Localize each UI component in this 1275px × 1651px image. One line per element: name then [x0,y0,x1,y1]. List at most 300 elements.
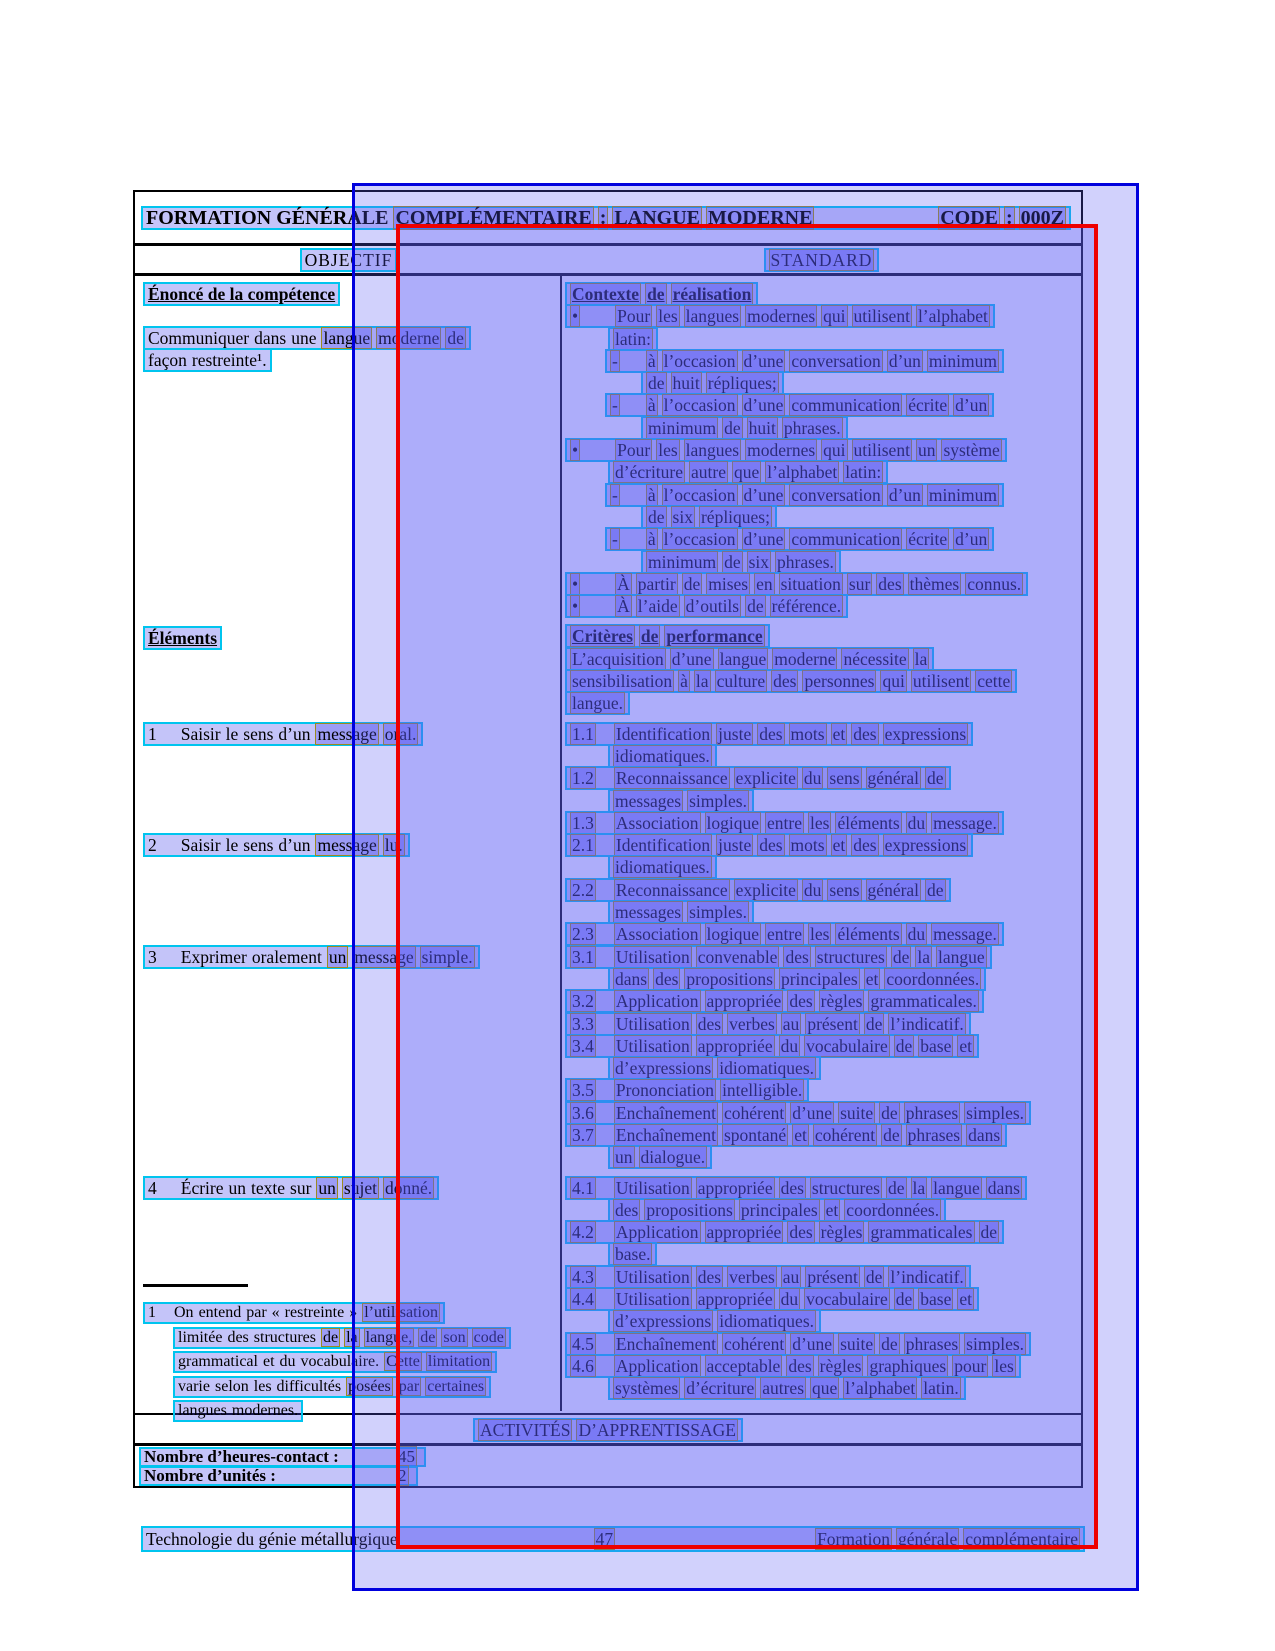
context-subitem-line [605,527,1081,549]
ocr-word: vocabulaire [806,1289,888,1310]
ocr-word: pour [954,1355,987,1376]
ocr-word: de [892,946,910,967]
criterion-number: 1.1 [572,723,594,744]
criterion-line [608,744,1081,766]
page-footer [141,1526,1085,1552]
ocr-word: Application [615,1355,699,1376]
ocr-line-box [139,1447,426,1467]
criterion-line [565,1176,1081,1198]
context-subitem-line [605,349,1081,371]
objectif-column [135,276,562,1420]
ocr-word: Exprimer [180,947,247,967]
ocr-word: du [907,924,926,945]
ocr-word: des [759,723,783,744]
ocr-line-box [565,624,770,648]
ocr-word: Cette [386,1353,420,1371]
ocr-word: entre [767,812,802,833]
ocr-word: structures [253,1328,316,1346]
ocr-line-box [565,833,973,857]
ocr-word: mises [708,573,749,594]
activites-section [133,1415,1083,1488]
ocr-word: latin: [845,462,882,483]
criterion-line [565,989,1081,1011]
ocr-word: d’expressions [615,1058,712,1079]
ocr-word: de [865,1266,883,1287]
ocr-word: du [780,1289,799,1310]
ocr-word: Prononciation [615,1080,715,1101]
ocr-line-box [565,1176,1027,1200]
ocr-word: MODERNE [708,207,813,229]
ocr-word: messages [615,902,682,923]
criterion-line [608,1198,1081,1220]
ocr-word: d’une [792,1102,833,1123]
ocr-word: dans [987,1177,1020,1198]
ocr-word: langue [719,648,767,669]
ocr-line-box [608,1198,946,1222]
footnote-line [173,1351,511,1376]
criterion-line [608,900,1081,922]
ocr-word: mots [790,723,825,744]
bullet-marker: • [572,573,579,594]
criterion-line [565,722,1081,744]
ocr-word: l’indicatif. [890,1013,964,1034]
ocr-line-box [565,1101,1031,1125]
ocr-word: des [788,1355,812,1376]
activites-row [139,1466,1077,1485]
ocr-word: simples. [689,790,747,811]
element-row [143,1176,439,1198]
objectif-header-cell [135,246,562,273]
ocr-word: simples. [966,1102,1025,1123]
ocr-word: modernes. [231,1402,299,1420]
context-subitem-line [641,550,1081,572]
criterion-line [608,967,1081,989]
ocr-word: Écrire [180,1178,224,1198]
ocr-line-box [565,989,984,1013]
ocr-word: Saisir [180,724,221,744]
ocr-line-box [608,1145,712,1169]
ocr-word: phrases [907,1124,961,1145]
ocr-word: simples. [966,1333,1025,1354]
ocr-word: utilisent [912,671,970,692]
ocr-word: phrases [905,1333,959,1354]
ocr-word: expressions [884,835,967,856]
ocr-word: logique [706,812,760,833]
ocr-line-box [605,393,994,417]
criterion-number: 4.3 [572,1266,594,1287]
ocr-word: latin: [615,328,651,349]
ocr-line-box [173,1376,491,1398]
ocr-word: et [959,1289,972,1310]
criterion-line [565,1012,1081,1034]
context-bullet-line [608,460,1081,482]
competence-statement [143,326,471,371]
ocr-word: modernes [747,440,816,461]
ocr-line-box [641,416,848,440]
ocr-word: langue. [572,693,624,714]
ocr-word: sens [243,724,274,744]
ocr-word: langue, [365,1328,413,1346]
criterion-line [565,1265,1081,1287]
criterion-number: 2.3 [572,924,594,945]
ocr-word: qui [882,671,905,692]
ocr-word: Association [615,924,699,945]
ocr-word: message [317,724,377,744]
ocr-word: de [865,1013,883,1034]
ocr-word: » [349,1304,358,1321]
ocr-word: du [279,1353,296,1371]
ocr-word: conversation [791,484,881,505]
criteres-intro-line [565,669,1081,691]
criterion-number: 3.7 [572,1124,594,1145]
ocr-line-box [143,326,471,350]
criterion-number: 3.1 [572,946,594,967]
footer-left: Technologie du génie métallurgique [146,1529,398,1549]
objectif-header-label: OBJECTIF [304,250,393,270]
ocr-word: de [747,596,764,617]
ocr-line-box [608,1309,821,1333]
ocr-word: l’alphabet [845,1378,916,1399]
ocr-word: propositions [646,1199,733,1220]
ocr-word: écrite [908,529,948,550]
ocr-word: des [878,573,902,594]
criterion-number: 3.2 [572,991,594,1012]
ocr-word: au [782,1013,800,1034]
ocr-line-box [565,922,1004,946]
ocr-word: Utilisation [615,946,690,967]
ocr-word: de [887,1177,905,1198]
activites-rows [135,1446,1081,1488]
ocr-word: dans [254,328,287,348]
ocr-word: Enchaînement [615,1102,716,1123]
ocr-word: des [853,723,877,744]
ocr-word: On [174,1304,194,1321]
ocr-word: convenable [697,946,778,967]
ocr-word: grammaticales [870,1222,973,1243]
ocr-word: simples. [689,902,747,923]
ocr-word: six [748,551,770,572]
ocr-word: autre [691,462,726,483]
ocr-word: les [658,306,678,327]
bullet-marker: • [572,596,579,617]
ocr-word: sens [829,768,860,789]
ocr-word: langues [685,440,740,461]
ocr-word: du [803,879,822,900]
element-number: 2 [148,835,157,855]
ocr-word: de [420,1328,436,1346]
ocr-word: Identification [615,835,711,856]
ocr-line-box [605,349,1004,373]
criterion-number: 4.6 [572,1355,594,1376]
ocr-word: cohérent [723,1333,785,1354]
ocr-word: suite [840,1102,874,1123]
criterion-line [608,1376,1081,1398]
criterion-line [565,1123,1081,1145]
ocr-word: performance [666,626,763,647]
criterion-line [608,1242,1081,1264]
criterion-number: 1.2 [572,768,594,789]
ocr-line-box [143,348,272,372]
ocr-word: minimum [928,484,997,505]
activites-value: 2 [398,1466,407,1485]
ocr-word: sensibilisation [572,671,673,692]
ocr-word: message [317,835,377,855]
ocr-word: À [617,596,630,617]
dash-marker: - [612,484,618,505]
ocr-word: communication [791,529,901,550]
ocr-word: de [927,768,944,789]
ocr-word: la [914,648,928,669]
ocr-line-box [565,811,1004,835]
ocr-word: phrases. [783,417,841,438]
ocr-word: difficultés [276,1377,342,1395]
ocr-word: d’outils [685,596,740,617]
ocr-word: l’utilisation [364,1304,438,1321]
ocr-word: des [655,968,679,989]
ocr-line-box [565,691,630,715]
ocr-word: culture [716,671,766,692]
activites-heading-row [135,1415,1081,1446]
ocr-word: les [994,1355,1014,1376]
ocr-word: utilisent [853,440,910,461]
element-line [143,833,410,855]
ocr-line-box [565,1265,971,1289]
ocr-word: par [246,1304,267,1321]
ocr-word: présent [807,1013,858,1034]
ocr-word: appropriée [706,1222,782,1243]
criteres-intro-line [565,647,1081,669]
ocr-word: restreinte¹. [191,350,267,371]
ocr-word: sur [848,573,871,594]
ocr-word: sens [829,879,860,900]
ocr-word: appropriée [697,1177,773,1198]
ocr-word: d’une [743,395,784,416]
ocr-word: un [328,947,347,967]
ocr-word: grammatical [178,1353,258,1371]
criterion-number: 4.2 [572,1222,594,1243]
ocr-word: Association [615,812,699,833]
ocr-word: d’expressions [615,1311,712,1332]
ocr-word: les [658,440,678,461]
ocr-word: système [943,440,1000,461]
ocr-line-box [565,282,758,306]
ocr-word: minimum [648,417,717,438]
ocr-word: de [895,1035,913,1056]
ocr-word: d’une [743,529,784,550]
ocr-word: GÉNÉRALE [276,207,389,229]
ocr-word: huit [748,417,776,438]
ocr-word: connus. [967,573,1022,594]
ocr-word: Critères [572,626,633,647]
ocr-word: les [810,924,830,945]
ocr-word: d’un [888,484,921,505]
ocr-word: Utilisation [615,1266,690,1287]
ocr-word: langues [178,1402,227,1420]
ocr-word: référence. [771,596,842,617]
ocr-word: l’indicatif. [890,1266,964,1287]
ocr-word: utilisent [853,306,910,327]
ocr-word: Enchaînement [615,1333,716,1354]
ocr-word: logique [706,924,760,945]
title-code [938,208,1066,228]
ocr-line-box [565,1034,979,1058]
ocr-word: des [789,991,813,1012]
ocr-line-box [565,572,1028,596]
ocr-word: cohérent [814,1124,876,1145]
ocr-line-box [565,647,934,671]
ocr-word: donné. [384,1178,433,1198]
ocr-line-box [565,438,1007,462]
ocr-line-box [565,1012,971,1036]
ocr-word: huit [672,373,700,394]
criterion-line [608,1056,1081,1078]
ocr-word: Communiquer [148,328,250,348]
ocr-word: de [640,626,659,647]
ocr-word: de [322,1328,339,1346]
ocr-line-box [565,878,951,902]
objectif-header [300,248,398,272]
ocr-word: une [291,328,317,348]
ocr-word: message. [933,812,997,833]
context-bullet-line [565,594,1081,616]
ocr-word: À [617,573,630,594]
ocr-word: d’un [278,835,311,855]
ocr-word: façon [148,350,187,371]
context-subitem-line [641,505,1081,527]
ocr-word: de [724,417,741,438]
ocr-line-box [565,304,995,328]
ocr-word: d’un [888,350,921,371]
ocr-word: explicite [735,768,796,789]
ocr-word: appropriée [697,1289,773,1310]
ocr-word: six [672,506,693,527]
activites-row [139,1447,1077,1466]
ocr-word: répliques; [700,506,770,527]
ocr-word: d’un [955,395,988,416]
ocr-word: qui [823,440,846,461]
ocr-word: d’un [955,529,988,550]
ocr-word: base [920,1289,952,1310]
ocr-line-box [641,505,777,529]
ocr-line-box [608,1376,966,1400]
ocr-word: varie [178,1377,210,1395]
ocr-word: idiomatiques. [719,1058,815,1079]
ocr-word: à [647,350,656,371]
enonce-heading [143,282,340,306]
ocr-word: modernes [747,306,816,327]
ocr-word: Pour [617,440,651,461]
ocr-word: propositions [686,968,773,989]
ocr-word: thèmes [909,573,960,594]
ocr-word: et [832,835,846,856]
ocr-word: dialogue. [640,1147,706,1168]
ocr-line-box [641,371,784,395]
footnote-line [173,1376,511,1401]
element-number: 4 [148,1178,157,1198]
ocr-line-box [565,1332,1031,1356]
element-line [143,945,480,967]
ocr-word: de [881,1333,898,1354]
ocr-word: cette [977,671,1011,692]
ocr-word: d’une [743,350,784,371]
ocr-word: des [759,835,783,856]
ocr-word: appropriée [697,1035,773,1056]
ocr-word: à [680,671,688,692]
ocr-line-box [139,1466,418,1486]
criterion-line [565,922,1081,944]
footer-right [815,1529,1080,1549]
criterion-line [608,789,1081,811]
ocr-word: de [648,506,665,527]
ocr-word: ACTIVITÉS [480,1420,571,1440]
ocr-line-box [143,1176,439,1200]
ocr-word: général [867,768,920,789]
ocr-word: idiomatiques. [615,857,710,878]
footnote-line [173,1327,511,1352]
ocr-word: et [262,1353,275,1371]
ocr-word: juste [718,835,752,856]
ocr-word: un [615,1147,633,1168]
ocr-word: des [697,1013,722,1034]
ocr-word: posées [348,1377,391,1395]
criterion-line [565,1354,1081,1376]
ocr-word: D’APPRENTISSAGE [578,1420,736,1440]
ocr-line-box [605,483,1004,507]
criterion-number: 3.3 [572,1013,594,1034]
ocr-word: sens [243,835,274,855]
ocr-word: message [354,947,414,967]
footnote [143,1302,511,1425]
document-title [141,206,1071,230]
bullet-marker: • [572,306,579,327]
ocr-line-box [565,1287,979,1311]
ocr-word: l’occasion [663,350,736,371]
ocr-word: complémentaire [965,1529,1078,1549]
competence-line [143,348,471,370]
dash-marker: - [612,350,618,371]
ocr-word: nécessite [843,648,907,669]
context-subitem-line [641,416,1081,438]
ocr-word: verbes [729,1266,775,1287]
ocr-word: son [443,1328,466,1346]
criterion-line [565,878,1081,900]
ocr-word: des [780,1177,804,1198]
ocr-word: conversation [791,350,881,371]
ocr-word: latin. [923,1378,959,1399]
ocr-word: langue [938,946,985,967]
ocr-word: des [697,1266,722,1287]
ocr-word: Reconnaissance [615,768,728,789]
ocr-word: code [473,1328,504,1346]
ocr-word: Utilisation [615,1035,690,1056]
ocr-word: intelligible. [722,1080,803,1101]
ocr-word: la [346,1328,358,1346]
ocr-word: acceptable [706,1355,781,1376]
ocr-word: limitation [427,1353,491,1371]
ocr-word: l’aide [637,596,678,617]
standard-header [764,248,880,272]
context-bullet-line [565,438,1081,460]
ocr-word: de [980,1222,998,1243]
ocr-word: langue [933,1177,980,1198]
footnote-marker: 1 [148,1304,156,1321]
ocr-word: simple. [421,947,473,967]
ocr-word: qui [823,306,846,327]
ocr-word: règles [819,1355,862,1376]
activites-heading [473,1418,743,1442]
ocr-word: coordonnées. [846,1199,940,1220]
ocr-word: autres [762,1378,805,1399]
